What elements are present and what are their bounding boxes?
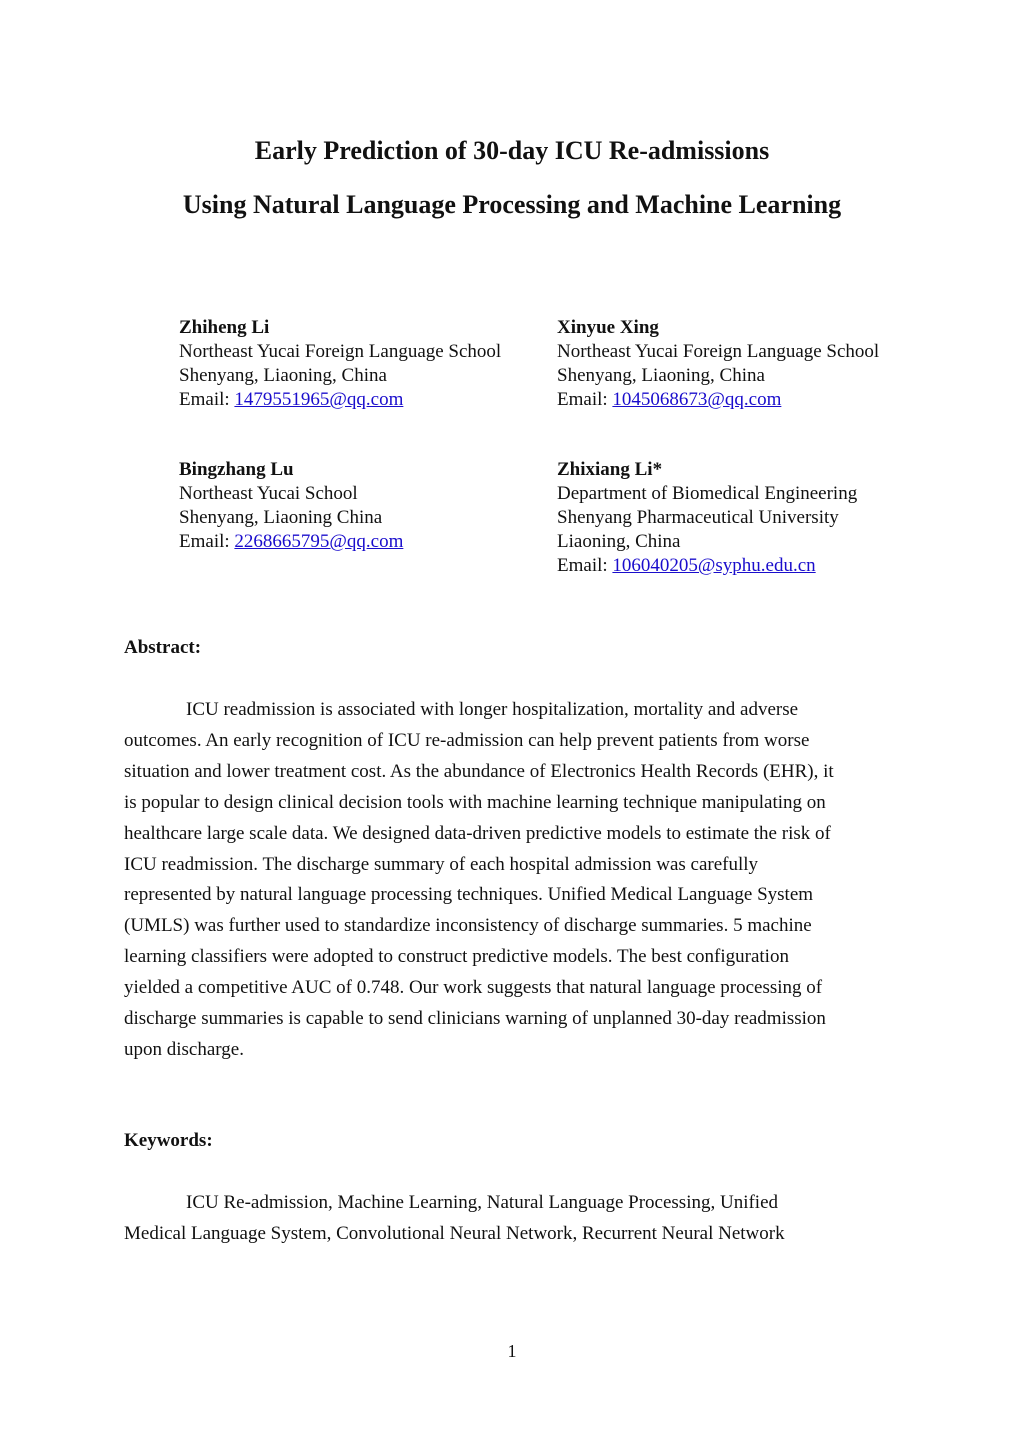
abstract-line: is popular to design clinical decision tools with machine learning technique manipulating on bbox=[124, 791, 826, 813]
author-institution: Shenyang Pharmaceutical University bbox=[557, 507, 839, 528]
keywords-heading: Keywords: bbox=[124, 1130, 213, 1151]
abstract-body bbox=[124, 695, 904, 1066]
abstract-line: learning classifiers were adopted to construct predictive models. The best configuration bbox=[124, 946, 789, 968]
author-email-link[interactable]: 1045068673@qq.com bbox=[612, 389, 782, 410]
email-label: Email: bbox=[179, 389, 235, 410]
author-name: Zhiheng Li bbox=[179, 317, 270, 338]
author-name: Zhixiang Li* bbox=[557, 459, 663, 480]
author-location: Liaoning, China bbox=[557, 531, 681, 552]
email-label: Email: bbox=[179, 531, 235, 552]
author-location: Shenyang, Liaoning China bbox=[179, 507, 383, 528]
author-affiliation: Northeast Yucai School bbox=[179, 483, 358, 504]
email-label: Email: bbox=[557, 555, 613, 576]
abstract-line: ICU readmission is associated with longer hospitalization, mortality and adverse bbox=[186, 699, 799, 720]
abstract-line: represented by natural language processing techniques. Unified Medical Language System bbox=[124, 884, 814, 906]
abstract-line: yielded a competitive AUC of 0.748. Our work suggests that natural language processing of bbox=[124, 977, 823, 999]
author-location: Shenyang, Liaoning, China bbox=[179, 365, 387, 386]
page-number: 1 bbox=[507, 1341, 517, 1361]
author-email-line bbox=[179, 530, 403, 554]
keywords-line: ICU Re-admission, Machine Learning, Natural Language Processing, Unified bbox=[186, 1192, 779, 1213]
author-email-link[interactable]: 1479551965@qq.com bbox=[234, 389, 404, 410]
author-email-link[interactable]: 106040205@syphu.edu.cn bbox=[612, 555, 816, 576]
author-location: Shenyang, Liaoning, China bbox=[557, 365, 765, 386]
abstract-line: outcomes. An early recognition of ICU re-admission can help prevent patients from worse bbox=[124, 729, 810, 751]
author-email-line bbox=[557, 388, 879, 412]
author-block bbox=[179, 316, 501, 412]
keywords-body bbox=[124, 1188, 904, 1250]
author-email-line bbox=[557, 554, 857, 578]
paper-title-line-2: Using Natural Language Processing and Machine Learning bbox=[182, 190, 842, 219]
email-label: Email: bbox=[557, 389, 613, 410]
author-name: Bingzhang Lu bbox=[179, 459, 294, 480]
abstract-heading: Abstract: bbox=[124, 637, 202, 658]
keywords-line: Medical Language System, Convolutional Neural Network, Recurrent Neural Network bbox=[124, 1222, 785, 1244]
author-email-line bbox=[179, 388, 501, 412]
abstract-line: healthcare large scale data. We designed data-driven predictive models to estimate the risk of bbox=[124, 822, 831, 844]
author-email-link[interactable]: 2268665795@qq.com bbox=[234, 531, 404, 552]
abstract-line: discharge summaries is capable to send clinicians warning of unplanned 30-day readmission bbox=[124, 1008, 826, 1030]
author-block bbox=[557, 316, 879, 412]
author-block bbox=[557, 458, 857, 578]
abstract-line: upon discharge. bbox=[124, 1038, 244, 1060]
author-block bbox=[179, 458, 403, 554]
author-affiliation: Department of Biomedical Engineering bbox=[557, 483, 858, 504]
paper-title-line-1: Early Prediction of 30-day ICU Re-admissions bbox=[254, 136, 770, 165]
author-affiliation: Northeast Yucai Foreign Language School bbox=[179, 341, 502, 362]
author-name: Xinyue Xing bbox=[557, 317, 659, 338]
author-affiliation: Northeast Yucai Foreign Language School bbox=[557, 341, 880, 362]
abstract-line: situation and lower treatment cost. As the abundance of Electronics Health Records (EHR), it bbox=[124, 760, 834, 782]
abstract-line: ICU readmission. The discharge summary of each hospital admission was carefully bbox=[124, 853, 759, 875]
abstract-line: (UMLS) was further used to standardize inconsistency of discharge summaries. 5 machine bbox=[124, 915, 812, 937]
